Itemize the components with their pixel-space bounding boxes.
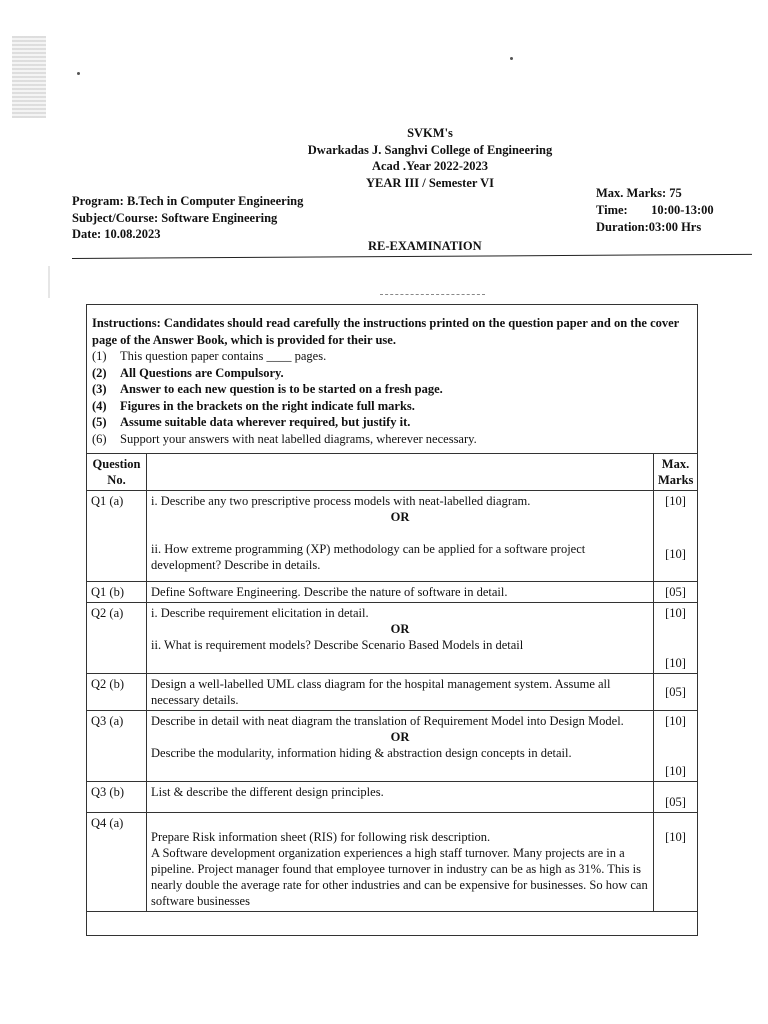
question-text: i. Describe requirement elicitation in detail. bbox=[151, 606, 369, 620]
header-divider bbox=[72, 254, 752, 259]
marks-value: [05] bbox=[654, 582, 698, 603]
academic-year: Acad .Year 2022-2023 bbox=[371, 159, 489, 173]
marks-value: [10] bbox=[665, 656, 686, 670]
marks-cell bbox=[654, 603, 698, 674]
question-text-cell bbox=[147, 711, 654, 782]
or-label: OR bbox=[390, 622, 410, 636]
marks-cell bbox=[654, 711, 698, 782]
table-row bbox=[87, 711, 698, 782]
instruction-text: All Questions are Compulsory. bbox=[120, 365, 284, 380]
question-text: ii. What is requirement models? Describe Scenario Based Models in detail bbox=[151, 638, 524, 652]
marks-value: [10] bbox=[665, 494, 686, 508]
table-row bbox=[87, 674, 698, 711]
instruction-item bbox=[92, 398, 692, 415]
question-text: Describe the modularity, information hiding & abstraction design concepts in detail. bbox=[151, 746, 572, 760]
question-number: Q2 (b) bbox=[87, 674, 147, 711]
instruction-item bbox=[92, 348, 692, 365]
question-text: Prepare Risk information sheet (RIS) for following risk description. bbox=[151, 830, 491, 844]
header-center bbox=[220, 125, 640, 191]
instruction-item bbox=[92, 414, 692, 431]
table-row bbox=[87, 603, 698, 674]
marks-value: [10] bbox=[665, 606, 686, 620]
question-text: A Software development organization experiences a high staff turnover. Many projects are in a pipeline. Project manager found that employee turnover in industry can be as high as 31%. This is nearly double the average rate for other industries and can be expensive for businesses. So how can software businesses bbox=[151, 846, 648, 908]
duration-line bbox=[596, 219, 714, 236]
scan-speck bbox=[77, 72, 80, 75]
question-number: Q2 (a) bbox=[87, 603, 147, 674]
max-marks-label: Max. Marks: bbox=[596, 186, 667, 200]
marks-cell bbox=[654, 491, 698, 582]
date-line: Date: 10.08.2023 bbox=[72, 227, 161, 241]
time-value: 10:00-13:00 bbox=[651, 203, 714, 217]
question-text-cell bbox=[147, 813, 654, 912]
table-row bbox=[87, 782, 698, 813]
scan-edge bbox=[48, 266, 50, 298]
instruction-text: Answer to each new question is to be started on a fresh page. bbox=[120, 382, 443, 396]
question-number: Q4 (a) bbox=[87, 813, 147, 912]
question-text: Design a well-labelled UML class diagram for the hospital management system. Assume all necessary details. bbox=[147, 674, 654, 711]
scan-speck bbox=[510, 57, 513, 60]
question-text-header bbox=[147, 454, 654, 491]
duration-value: 03:00 Hrs bbox=[648, 220, 702, 234]
exam-type: RE-EXAMINATION bbox=[368, 239, 482, 253]
duration-label: Duration: bbox=[596, 220, 649, 234]
question-text: Define Software Engineering. Describe the nature of software in detail. bbox=[147, 582, 654, 603]
question-text-cell bbox=[147, 491, 654, 582]
question-number: Q1 (a) bbox=[87, 491, 147, 582]
table-row bbox=[87, 582, 698, 603]
marks-value: [10] bbox=[665, 764, 686, 778]
header-left bbox=[72, 193, 303, 243]
instructions-intro: Instructions: Candidates should read carefully the instructions printed on the question paper and on the cover page of the Answer Book, which is provided for their use. bbox=[92, 316, 679, 347]
marks-value: [10] bbox=[665, 714, 686, 728]
max-marks-header: Max. Marks bbox=[654, 454, 698, 491]
marks-value: [05] bbox=[654, 782, 698, 813]
question-no-header: Question No. bbox=[87, 454, 147, 491]
marks-value: [10] bbox=[665, 547, 686, 561]
max-marks-value: 75 bbox=[669, 186, 682, 200]
question-number: Q3 (a) bbox=[87, 711, 147, 782]
instruction-number: (6) bbox=[92, 431, 107, 446]
instruction-text: Support your answers with neat labelled diagrams, wherever necessary. bbox=[120, 431, 477, 446]
instructions-block bbox=[92, 315, 692, 447]
instruction-item bbox=[92, 431, 692, 448]
instruction-item bbox=[92, 365, 692, 382]
instruction-number: (1) bbox=[92, 349, 107, 363]
scan-artifact bbox=[12, 36, 46, 118]
instruction-text: This question paper contains ____ pages. bbox=[120, 349, 327, 363]
time-label: Time: bbox=[596, 203, 628, 217]
table-row bbox=[87, 813, 698, 912]
question-text: List & describe the different design principles. bbox=[147, 782, 654, 813]
subject-line: Subject/Course: Software Engineering bbox=[72, 210, 278, 225]
marks-value: [10] bbox=[665, 830, 686, 844]
table-header-row bbox=[87, 454, 698, 491]
instruction-number: (5) bbox=[92, 415, 107, 429]
question-text-cell bbox=[147, 603, 654, 674]
instruction-item bbox=[92, 381, 692, 398]
instruction-text: Figures in the brackets on the right indicate full marks. bbox=[120, 398, 415, 413]
question-number: Q3 (b) bbox=[87, 782, 147, 813]
instruction-number: (3) bbox=[92, 382, 107, 396]
instruction-number: (2) bbox=[92, 365, 107, 380]
instruction-text: Assume suitable data wherever required, but justify it. bbox=[120, 415, 411, 429]
college-name: Dwarkadas J. Sanghvi College of Engineering bbox=[307, 142, 553, 157]
question-table bbox=[86, 453, 698, 912]
instruction-number: (4) bbox=[92, 398, 107, 413]
program-line: Program: B.Tech in Computer Engineering bbox=[72, 194, 304, 208]
or-label: OR bbox=[390, 730, 410, 744]
marks-cell bbox=[654, 813, 698, 912]
question-text: Describe in detail with neat diagram the translation of Requirement Model into Design Model. bbox=[151, 714, 624, 728]
question-text: i. Describe any two prescriptive process models with neat-labelled diagram. bbox=[151, 494, 531, 508]
question-number: Q1 (b) bbox=[87, 582, 147, 603]
or-label: OR bbox=[390, 510, 410, 524]
institute-short: SVKM's bbox=[407, 126, 453, 140]
marks-value: [05] bbox=[654, 674, 698, 711]
time-line bbox=[596, 202, 714, 219]
scan-dash bbox=[380, 294, 485, 295]
max-marks-line bbox=[596, 185, 714, 202]
year-semester: YEAR III / Semester VI bbox=[365, 175, 494, 190]
question-text: ii. How extreme programming (XP) methodology can be applied for a software project development? Describe in details. bbox=[151, 542, 586, 572]
table-row bbox=[87, 491, 698, 582]
header-right bbox=[596, 185, 714, 236]
